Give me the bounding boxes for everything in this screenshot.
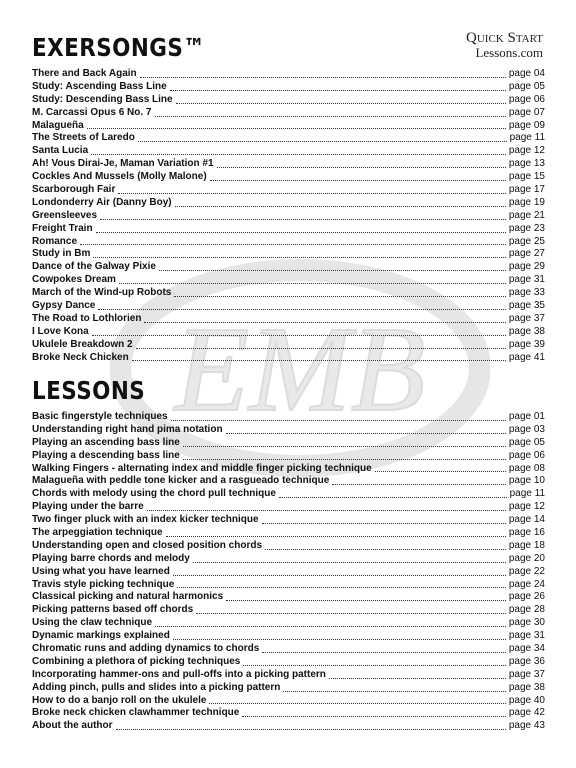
entry-title: Two finger pluck with an index kicker technique — [32, 514, 259, 526]
entry-title: Basic fingerstyle techniques — [32, 410, 168, 422]
page-number: page 37 — [508, 668, 545, 680]
toc-entry[interactable] — [32, 223, 545, 236]
page-number: page 33 — [508, 287, 545, 299]
dot-leader — [173, 574, 506, 576]
page-number: page 06 — [508, 449, 545, 461]
svg-text:EMB: EMB — [174, 302, 426, 437]
toc-entry[interactable] — [32, 261, 545, 274]
quickstartlessons-logo — [431, 30, 543, 60]
entry-title: How to do a banjo roll on the ukulele — [32, 694, 207, 706]
toc-entry[interactable] — [32, 591, 545, 604]
page-number: page 38 — [508, 325, 545, 337]
page-number: page 22 — [508, 565, 545, 577]
toc-entry[interactable] — [32, 132, 545, 145]
page-number: page 15 — [508, 171, 545, 183]
dot-leader — [116, 728, 506, 730]
dot-leader — [226, 432, 506, 434]
dot-leader — [132, 359, 506, 361]
entry-title: The Road to Lothlorien — [32, 312, 142, 324]
dot-leader — [209, 702, 505, 704]
toc-entry[interactable] — [32, 707, 545, 720]
page-number: page 40 — [508, 694, 545, 706]
dot-leader — [262, 651, 506, 653]
entry-title: Malagueña — [32, 119, 84, 131]
lessons-list — [32, 411, 545, 733]
toc-entry[interactable] — [32, 553, 545, 566]
toc-entry[interactable] — [32, 540, 545, 553]
brand-line-1: Quick Start — [466, 30, 543, 46]
toc-entry[interactable] — [32, 463, 545, 476]
entry-title: Broke neck chicken clawhammer technique — [32, 707, 240, 719]
page-number: page 11 — [509, 488, 545, 500]
brand-line-2: Lessons.com — [475, 45, 543, 60]
dot-leader — [193, 561, 506, 563]
dot-leader — [332, 483, 506, 485]
entry-title: There and Back Again — [32, 67, 137, 79]
page-number: page 34 — [508, 643, 545, 655]
entry-title: Picking patterns based off chords — [32, 604, 194, 616]
toc-entry[interactable] — [32, 411, 545, 424]
dot-leader — [217, 166, 506, 168]
dot-leader — [91, 153, 506, 155]
toc-entry[interactable] — [32, 94, 545, 107]
entry-title: I Love Kona — [32, 325, 89, 337]
dot-leader — [375, 470, 506, 472]
page-number: page 03 — [508, 423, 545, 435]
entry-title: About the author — [32, 720, 113, 732]
toc-entry[interactable] — [32, 501, 545, 514]
page-number: page 39 — [508, 338, 545, 350]
entry-title: Chords with melody using the chord pull technique — [32, 488, 276, 500]
toc-entry[interactable] — [32, 450, 545, 463]
dot-leader — [183, 458, 506, 460]
toc-entry[interactable] — [32, 514, 545, 527]
page-number: page 09 — [508, 119, 545, 131]
dot-leader — [183, 445, 506, 447]
page-number: page 06 — [508, 93, 545, 105]
entry-title: Adding pinch, pulls and slides into a picking pattern — [32, 681, 281, 693]
toc-entry[interactable] — [32, 107, 545, 120]
exersongs-heading: EXERSONGS™ — [32, 33, 206, 62]
dot-leader — [174, 295, 506, 297]
page-number: page 26 — [508, 591, 545, 603]
toc-entry[interactable] — [32, 236, 545, 249]
page-number: page 07 — [508, 106, 545, 118]
toc-entry[interactable] — [32, 566, 545, 579]
dot-leader — [155, 115, 506, 117]
entry-title: Study: Ascending Bass Line — [32, 80, 167, 92]
dot-leader — [171, 419, 506, 421]
toc-entry[interactable] — [32, 300, 545, 313]
dot-leader — [173, 638, 506, 640]
toc-entry[interactable] — [32, 643, 545, 656]
page-number: page 23 — [508, 222, 545, 234]
toc-entry[interactable] — [32, 669, 545, 682]
entry-title: Dance of the Galway Pixie — [32, 261, 156, 273]
entry-title: Using what you have learned — [32, 565, 170, 577]
entry-title: Ukulele Breakdown 2 — [32, 338, 133, 350]
dot-leader — [136, 347, 506, 349]
entry-title: Walking Fingers - alternating index and middle finger picking technique — [32, 462, 372, 474]
dot-leader — [100, 218, 506, 220]
dot-leader — [138, 140, 507, 142]
toc-entry[interactable] — [32, 630, 545, 643]
dot-leader — [265, 548, 506, 550]
entry-title: Travis style picking technique — [32, 578, 175, 590]
page-number: page 12 — [508, 145, 545, 157]
page-number: page 18 — [508, 539, 545, 551]
toc-entry[interactable] — [32, 313, 545, 326]
toc-entry[interactable] — [32, 81, 545, 94]
page-number: page 16 — [508, 527, 545, 538]
entry-title: Cowpokes Dream — [32, 274, 116, 286]
toc-entry[interactable] — [32, 579, 545, 592]
page-number: page 38 — [508, 681, 545, 693]
entry-title: Understanding right hand pima notation — [32, 423, 223, 435]
toc-entry[interactable] — [32, 287, 545, 300]
dot-leader — [175, 205, 506, 207]
page-number: page 42 — [508, 707, 545, 719]
dot-leader — [226, 599, 506, 601]
dot-leader — [93, 256, 506, 258]
dot-leader — [170, 89, 506, 91]
dot-leader — [87, 127, 506, 129]
page-number: page 19 — [508, 196, 545, 208]
dot-leader — [119, 282, 506, 284]
page-number: page 14 — [508, 514, 545, 526]
page-number: page 37 — [508, 312, 545, 324]
toc-entry[interactable] — [32, 604, 545, 617]
page-number: page 31 — [508, 630, 545, 642]
entry-title: Cockles And Mussels (Molly Malone) — [32, 171, 207, 183]
lessons-heading: LESSONS — [32, 376, 146, 405]
toc-entry[interactable] — [32, 145, 545, 158]
page-number: page 05 — [508, 436, 545, 448]
page-number: page 43 — [508, 720, 545, 732]
page-number: page 35 — [508, 300, 545, 312]
page-number: page 08 — [508, 462, 545, 474]
page-number: page 31 — [508, 274, 545, 286]
dot-leader — [242, 715, 506, 717]
toc-entry[interactable] — [32, 617, 545, 630]
toc-entry[interactable] — [32, 682, 545, 695]
dot-leader — [279, 496, 507, 498]
toc-entry[interactable] — [32, 248, 545, 261]
page-number: page 29 — [508, 261, 545, 273]
entry-title: Londonderry Air (Danny Boy) — [32, 196, 172, 208]
dot-leader — [155, 625, 506, 627]
page-number: page 11 — [509, 132, 545, 144]
toc-entry[interactable] — [32, 158, 545, 171]
page-number: page 21 — [508, 209, 545, 221]
entry-title: Gypsy Dance — [32, 300, 96, 312]
dot-leader — [144, 321, 505, 323]
toc-entry[interactable] — [32, 171, 545, 184]
page-number: page 12 — [508, 501, 545, 513]
dot-leader — [147, 509, 506, 511]
toc-entry[interactable] — [32, 720, 545, 733]
page-number: page 41 — [508, 351, 545, 363]
entry-title: Broke Neck Chicken — [32, 351, 129, 363]
page-number: page 27 — [508, 248, 545, 260]
entry-title: Playing an ascending bass line — [32, 436, 180, 448]
page-number: page 13 — [508, 158, 545, 170]
entry-title: Malagueña with peddle tone kicker and a rasgueado technique — [32, 475, 330, 487]
dot-leader — [243, 664, 505, 666]
toc-entry[interactable] — [32, 695, 545, 708]
entry-title: Freight Train — [32, 222, 93, 234]
dot-leader — [177, 586, 506, 588]
page-number: page 17 — [508, 184, 545, 195]
page-number: page 05 — [508, 80, 545, 92]
toc-entry[interactable] — [32, 184, 545, 197]
toc-entry[interactable] — [32, 197, 545, 210]
page-number: page 30 — [508, 617, 545, 629]
dot-leader — [118, 192, 505, 194]
page-number: page 01 — [508, 410, 545, 422]
dot-leader — [176, 102, 506, 104]
entry-title: March of the Wind-up Robots — [32, 287, 172, 299]
entry-title: Classical picking and natural harmonics — [32, 591, 224, 603]
entry-title: Study in Bm — [32, 248, 91, 260]
dot-leader — [80, 243, 506, 245]
page-number: page 20 — [508, 552, 545, 564]
dot-leader — [262, 522, 506, 524]
toc-entry[interactable] — [32, 475, 545, 488]
toc-entry[interactable] — [32, 352, 545, 365]
dot-leader — [166, 535, 506, 537]
entry-title: Scarborough Fair — [32, 184, 116, 195]
toc-entry[interactable] — [32, 68, 545, 81]
entry-title: Using the claw technique — [32, 617, 153, 629]
entry-title: Chromatic runs and adding dynamics to chords — [32, 643, 260, 655]
entry-title: Playing a descending bass line — [32, 449, 180, 461]
dot-leader — [283, 690, 505, 692]
toc-entry[interactable] — [32, 437, 545, 450]
entry-title: Dynamic markings explained — [32, 630, 170, 642]
page-number: page 24 — [508, 578, 545, 590]
page-number: page 25 — [508, 235, 545, 247]
entry-title: Romance — [32, 235, 78, 247]
entry-title: The Streets of Laredo — [32, 132, 135, 144]
page-number: page 04 — [508, 67, 545, 79]
entry-title: Study: Descending Bass Line — [32, 93, 173, 105]
toc-entry[interactable] — [32, 120, 545, 133]
dot-leader — [98, 308, 505, 310]
toc-entry[interactable] — [32, 339, 545, 352]
entry-title: Incorporating hammer-ons and pull-offs into a picking pattern — [32, 668, 326, 680]
dot-leader — [92, 334, 506, 336]
entry-title: Playing barre chords and melody — [32, 552, 190, 564]
entry-title: Santa Lucia — [32, 145, 89, 157]
exersongs-list — [32, 68, 545, 364]
toc-entry[interactable] — [32, 656, 545, 669]
entry-title: Greensleeves — [32, 209, 98, 221]
page-number: page 28 — [508, 604, 545, 616]
entry-title: Understanding open and closed position chords — [32, 539, 263, 551]
toc-entry[interactable] — [32, 527, 545, 540]
dot-leader — [329, 677, 506, 679]
toc-entry[interactable] — [32, 326, 545, 339]
dot-leader — [159, 269, 506, 271]
dot-leader — [140, 76, 506, 78]
entry-title: The arpeggiation technique — [32, 527, 163, 538]
toc-entry[interactable] — [32, 274, 545, 287]
page-number: page 36 — [508, 655, 545, 667]
dot-leader — [210, 179, 506, 181]
toc-entry[interactable] — [32, 424, 545, 437]
page-number: page 10 — [508, 475, 545, 487]
toc-entry[interactable] — [32, 210, 545, 223]
entry-title: Combining a plethora of picking techniques — [32, 655, 241, 667]
entry-title: M. Carcassi Opus 6 No. 7 — [32, 106, 152, 118]
entry-title: Playing under the barre — [32, 501, 144, 513]
toc-entry[interactable] — [32, 488, 545, 501]
entry-title: Ah! Vous Dirai-Je, Maman Variation #1 — [32, 158, 214, 170]
dot-leader — [96, 231, 506, 233]
dot-leader — [196, 612, 506, 614]
